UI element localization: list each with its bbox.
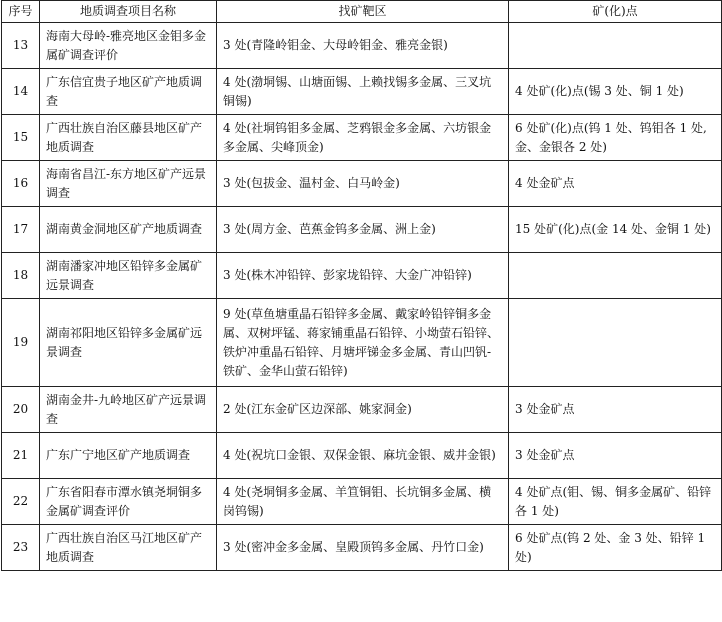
- cell-mineral-point: 4 处矿(化)点(锡 3 处、铜 1 处): [509, 69, 722, 115]
- cell-mineral-point: 6 处矿(化)点(钨 1 处、钨钼各 1 处,金、金银各 2 处): [509, 115, 722, 161]
- header-target: 找矿靶区: [217, 1, 509, 23]
- table-row: [2, 23, 722, 69]
- cell-project-name: 湖南金井-九岭地区矿产远景调查: [40, 387, 217, 433]
- cell-project-name: 广西壮族自治区马江地区矿产地质调查: [40, 525, 217, 571]
- table-row: [2, 525, 722, 571]
- cell-target-area: 3 处(密冲金多金属、皇殿顶钨多金属、丹竹口金): [217, 525, 509, 571]
- cell-idx: 18: [2, 253, 40, 299]
- cell-idx: 13: [2, 23, 40, 69]
- cell-project-name: 海南大母岭-雅亮地区金钼多金属矿调查评价: [40, 23, 217, 69]
- cell-project-name: 广东广宁地区矿产地质调查: [40, 433, 217, 479]
- cell-project-name: 海南省昌江-东方地区矿产远景调查: [40, 161, 217, 207]
- cell-mineral-point: [509, 253, 722, 299]
- cell-mineral-point: 15 处矿(化)点(金 14 处、金铜 1 处): [509, 207, 722, 253]
- cell-project-name: 广东信宜贵子地区矿产地质调查: [40, 69, 217, 115]
- cell-target-area: 9 处(草鱼塘重晶石铅锌多金属、戴家岭铅锌铜多金属、双树坪锰、蒋家铺重晶石铅锌、小坳萤石铅锌、铁炉冲重晶石铅锌、月塘坪锑金多金属、青山凹钒-铁矿、金华山萤石铅锌): [217, 299, 509, 387]
- header-idx: 序号: [2, 1, 40, 23]
- cell-idx: 14: [2, 69, 40, 115]
- header-name: 地质调查项目名称: [40, 1, 217, 23]
- table-row: [2, 69, 722, 115]
- cell-mineral-point: [509, 23, 722, 69]
- cell-mineral-point: 4 处矿点(钼、锡、铜多金属矿、铅锌各 1 处): [509, 479, 722, 525]
- cell-target-area: 3 处(包拔金、温村金、白马岭金): [217, 161, 509, 207]
- cell-project-name: 湖南黄金洞地区矿产地质调查: [40, 207, 217, 253]
- cell-mineral-point: [509, 299, 722, 387]
- cell-idx: 21: [2, 433, 40, 479]
- cell-target-area: 3 处(株木冲铅锌、彭家垅铅锌、大金广冲铅锌): [217, 253, 509, 299]
- cell-project-name: 湖南祁阳地区铅锌多金属矿远景调查: [40, 299, 217, 387]
- cell-idx: 17: [2, 207, 40, 253]
- cell-idx: 23: [2, 525, 40, 571]
- cell-idx: 15: [2, 115, 40, 161]
- cell-target-area: 4 处(祝坑口金银、双保金银、麻坑金银、威井金银): [217, 433, 509, 479]
- cell-mineral-point: 6 处矿点(钨 2 处、金 3 处、铅锌 1 处): [509, 525, 722, 571]
- cell-target-area: 4 处(社垌钨钼多金属、芝鸦银金多金属、六坊银金多金属、尖峰顶金): [217, 115, 509, 161]
- cell-idx: 19: [2, 299, 40, 387]
- header-point: 矿(化)点: [509, 1, 722, 23]
- cell-idx: 20: [2, 387, 40, 433]
- table-row: [2, 161, 722, 207]
- cell-target-area: 4 处(尧垌铜多金属、羊笪铜钼、长坑铜多金属、横岗钨锡): [217, 479, 509, 525]
- table-row: [2, 299, 722, 387]
- table-body: [2, 23, 722, 571]
- table-row: [2, 253, 722, 299]
- cell-target-area: 3 处(青隆岭钼金、大母岭钼金、雅亮金银): [217, 23, 509, 69]
- cell-target-area: 3 处(周方金、芭蕉金钨多金属、洲上金): [217, 207, 509, 253]
- table-row: [2, 387, 722, 433]
- cell-project-name: 广西壮族自治区藤县地区矿产地质调查: [40, 115, 217, 161]
- table-row: [2, 115, 722, 161]
- cell-mineral-point: 4 处金矿点: [509, 161, 722, 207]
- cell-target-area: 2 处(江东金矿区边深部、姚家洞金): [217, 387, 509, 433]
- survey-table: [1, 0, 722, 571]
- cell-idx: 22: [2, 479, 40, 525]
- cell-idx: 16: [2, 161, 40, 207]
- table-row: [2, 433, 722, 479]
- cell-project-name: 广东省阳春市潭水镇尧垌铜多金属矿调查评价: [40, 479, 217, 525]
- cell-mineral-point: 3 处金矿点: [509, 387, 722, 433]
- table-row: [2, 207, 722, 253]
- table-row: [2, 479, 722, 525]
- cell-project-name: 湖南潘家冲地区铅锌多金属矿远景调查: [40, 253, 217, 299]
- cell-mineral-point: 3 处金矿点: [509, 433, 722, 479]
- header-row: [2, 1, 722, 23]
- cell-target-area: 4 处(渤垌锡、山塘面锡、上赖找锡多金属、三叉坑铜锡): [217, 69, 509, 115]
